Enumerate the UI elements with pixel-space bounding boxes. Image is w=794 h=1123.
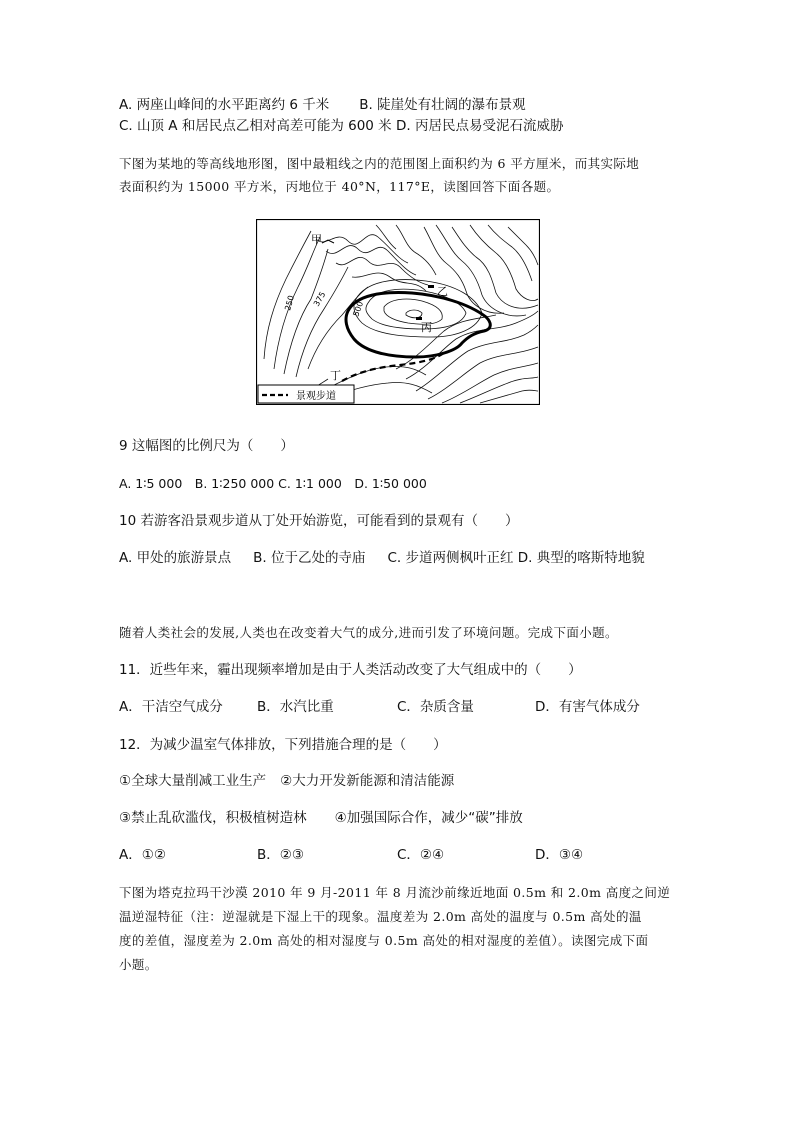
prev-option-b: B. 陡崖处有壮阔的瀑布景观	[359, 97, 526, 113]
map-intro-line-2: 表面积约为 15000 平方米，丙地位于 40°N，117°E，读图回答下面各题。	[119, 179, 560, 194]
q12-option-d: D．③④	[535, 847, 584, 863]
contour-map	[256, 219, 540, 405]
q11-stem: 11．近些年来，霾出现频率增加是由于人类活动改变了大气组成中的（ ）	[119, 662, 582, 678]
map-label-ding: 丁	[330, 369, 341, 382]
q12-option-b: B．②③	[257, 847, 304, 863]
legend-label: 景观步道	[296, 391, 336, 402]
prev-options-row-2	[119, 117, 563, 135]
q10-options	[119, 549, 645, 567]
map-label-jia: 甲	[311, 233, 322, 246]
section3-intro-line-2: 温逆湿特征（注：逆湿就是下湿上干的现象。温度差为 2.0m 高处的温度与 0.5m 高处的温	[119, 909, 642, 924]
q11-option-b: B．水汽比重	[257, 699, 334, 715]
q11-option-c: C．杂质含量	[397, 699, 474, 715]
q11-option-a: A．干洁空气成分	[119, 699, 223, 715]
prev-option-a: A. 两座山峰间的水平距离约 6 千米	[119, 97, 330, 113]
section3-intro-line-3: 度的差值，湿度差为 2.0m 高处的相对湿度与 0.5m 高处的相对湿度的差值）。读图完成下面	[119, 933, 649, 948]
q12-item-2: ②大力开发新能源和清洁能源	[280, 773, 455, 789]
q9-options: A. 1∶5 000 B. 1∶250 000 C. 1∶1 000 D. 1∶50 000	[119, 476, 427, 491]
q12-item-3: ③禁止乱砍滥伐，积极植树造林	[119, 810, 307, 826]
q12-item-1: ①全球大量削减工业生产	[119, 773, 267, 789]
q11-option-d: D．有害气体成分	[535, 699, 640, 715]
q10-option-c: C. 步道两侧枫叶正红	[387, 550, 514, 566]
q12-stem: 12．为减少温室气体排放，下列措施合理的是（ ）	[119, 737, 447, 753]
section2-intro: 随着人类社会的发展,人类也在改变着大气的成分,进而引发了环境问题。完成下面小题。	[119, 625, 618, 640]
contour-label-500: 500	[351, 300, 366, 318]
q12-items-row-1	[119, 772, 454, 790]
contour-label-375: 375	[311, 290, 328, 308]
q12-option-c: C．②④	[397, 847, 445, 863]
q10-option-d: D. 典型的喀斯特地貌	[517, 550, 645, 566]
section3-intro-line-4: 小题。	[119, 957, 158, 972]
q12-item-4: ④加强国际合作，减少“碳”排放	[334, 810, 523, 826]
section3-intro-line-1: 下图为塔克拉玛干沙漠 2010 年 9 月-2011 年 8 月流沙前缘近地面 0.5m 和 2.0m 高度之间逆	[119, 885, 671, 900]
map-label-yi: 乙	[437, 285, 448, 298]
map-intro-line-1: 下图为某地的等高线地形图，图中最粗线之内的范围图上面积约为 6 平方厘米，而其实际地	[119, 156, 640, 171]
contour-label-250: 250	[283, 294, 296, 312]
prev-option-d: D. 丙居民点易受泥石流威胁	[395, 118, 564, 134]
q12-option-a: A．①②	[119, 847, 166, 863]
q10-option-a: A. 甲处的旅游景点	[119, 550, 232, 566]
q12-items-row-2	[119, 809, 523, 827]
q9-stem: 9 这幅图的比例尺为（ ）	[119, 438, 294, 454]
map-label-bing: 丙	[421, 321, 432, 334]
q10-option-b: B. 位于乙处的寺庙	[253, 550, 366, 566]
prev-option-c: C. 山顶 A 和居民点乙相对高差可能为 600 米	[119, 118, 392, 134]
prev-options-row-1	[119, 96, 526, 114]
q10-stem: 10 若游客沿景观步道从丁处开始游览，可能看到的景观有（ ）	[119, 513, 519, 529]
